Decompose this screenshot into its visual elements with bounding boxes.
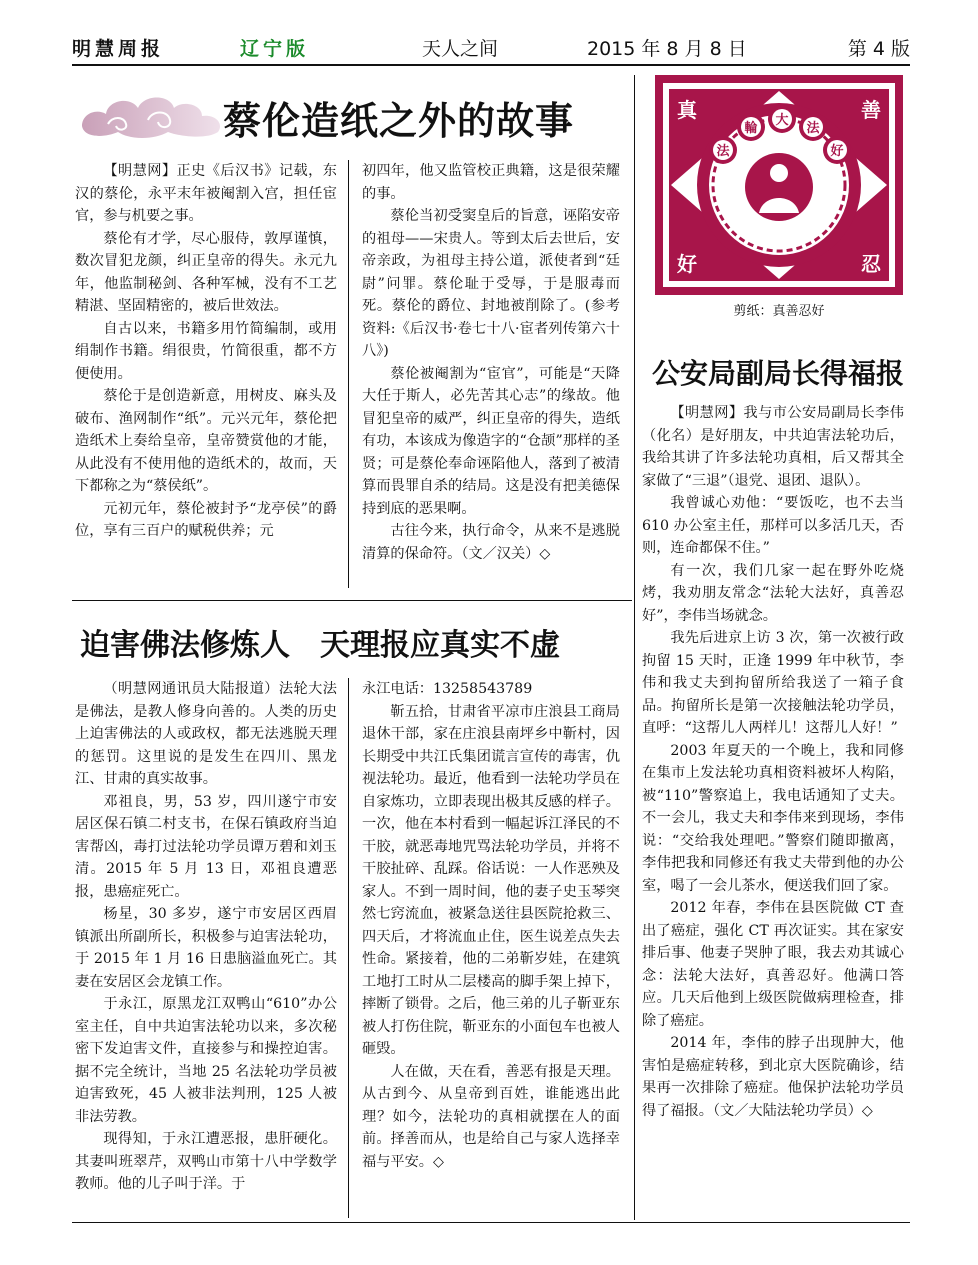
- issue-date: 2015 年 8 月 8 日: [587, 38, 747, 60]
- paragraph: 人在做，天在看，善恶有报是天理。从古到今、从皇帝到百姓，谁能逃出此理？如今，法轮功的真相就摆在人的面前。择善而从，也是给自己与家人选择幸福与平安。◇: [362, 1063, 620, 1170]
- article1-title: 蔡伦造纸之外的故事: [223, 99, 575, 143]
- paragraph: 【明慧网】我与市公安局副局长李伟（化名）是好朋友，中共迫害法轮功后，我给其讲了许多法轮功真相，后又帮其全家做了“三退”（退党、退团、退队）。: [642, 405, 904, 489]
- paragraph: 蔡伦当初受窦皇后的旨意，诬陷安帝的祖母——宋贵人。等到太后去世后，安帝亲政，为祖母主持公道，派使者到“廷尉”问罪。蔡伦耻于受辱，于是服毒而死。蔡伦的爵位、封地被削除了。(参考资料:《后汉书·卷七十八·宦者列传第六十八》): [362, 208, 620, 359]
- paragraph: 我先后进京上访 3 次，第一次被行政拘留 15 天时，正逢 1999 年中秋节，李伟和我丈夫到拘留所给我送了一箱子食品。拘留所长是第一次接触法轮功学员，直呼：“这帮儿人两样儿！这帮儿人好！”: [642, 630, 904, 736]
- section-name: 天人之间: [422, 38, 499, 60]
- paragraph: 自古以来，书籍多用竹简编制，或用绢制作书籍。绢很贵，竹简很重，都不方便使用。: [75, 320, 337, 382]
- corner-char: 好: [677, 252, 697, 276]
- paragraph: 我曾诚心劝他：“要饭吃，也不去当 610 办公室主任，那样可以多活几天，否则，连命都保不住。”: [642, 495, 904, 556]
- masthead: [72, 30, 910, 62]
- paragraph: 【明慧网】正史《后汉书》记载，东汉的蔡伦，永平末年被阉割入宫，担任宦官，参与机要之事。: [75, 163, 337, 224]
- paragraph: 蔡伦于是创造新意，用树皮、麻头及破布、渔网制作“纸”。元兴元年，蔡伦把造纸术上奏给皇帝，皇帝赞赏他的才能，从此没有不使用他的造纸术的，故而，天下都称之为“蔡侯纸”。: [75, 388, 337, 494]
- paragraph: 现得知，于永江遭恶报，患肝硬化。其妻叫班翠芹，双鸭山市第十八中学数学教师。他的儿子叫于洋。于: [75, 1131, 337, 1192]
- right-column-divider: [634, 75, 635, 1220]
- paragraph: 元初元年，蔡伦被封予“龙亭侯”的爵位，享有三百户的赋税供养；元: [75, 500, 337, 539]
- paragraph: 有一次，我们几家一起在野外吃烧烤，我劝朋友常念“法轮大法好，真善忍好”，李伟当场就念。: [642, 562, 904, 624]
- paragraph: （明慧网通讯员大陆报道）法轮大法是佛法，是教人修身向善的。人类的历史上迫害佛法的人或政权，都无法逃脱天理的惩罚。这里说的是发生在四川、黑龙江、甘肃的真实故事。: [75, 681, 337, 787]
- article3-column-1: [75, 678, 337, 1196]
- article2-title: 公安局副局长得福报: [652, 357, 905, 390]
- paragraph: 蔡伦被阉割为“宦官”，可能是“天降大任于斯人，必先苦其心志”的缘故。他冒犯皇帝的威严，纠正皇帝的得失，造纸有功，本该成为像造字的“仓颉”那样的圣贤；可是蔡伦奉命诬陷他人，落到了被清算而畏罪自杀的结局。这是没有把美德保持到底的恶果啊。: [362, 365, 620, 517]
- paragraph: 2003 年夏天的一个晚上，我和同修在集市上发法轮功真相资料被坏人构陷，被“110”警察追上，我电话通知了丈夫。不一会儿，我丈夫和李伟来到现场，李伟说：“交给我处理吧。”警察们随即撤离，李伟把我和同修还有我丈夫带到他的办公室，喝了一会儿茶水，便送我们回了家。: [642, 742, 904, 894]
- wheel-char: 輪: [744, 121, 758, 136]
- edition-name: 辽宁版: [240, 38, 310, 60]
- paragraph: 靳五拾，甘肃省平凉市庄浪县工商局退休干部，家在庄浪县南坪乡中靳村，因长期受中共江氏集团谎言宣传的毒害，仇视法轮功。最近，他看到一法轮功学员在自家炼功，立即表现出极其反感的样子。一次，他在本村看到一幅起诉江泽民的不干胶，就恶毒地咒骂法轮功学员，并将不干胶扯碎、乱踩。俗话说：一人作恶殃及家人。不到一周时间，他的妻子史玉琴突然七窍流血，被紧急送往县医院抢救三、四天后，才将流血止住，医生说差点失去性命。紧接着，他的二弟靳岁娃，在建筑工地打工时从二层楼高的脚手架上掉下，摔断了锁骨。之后，他三弟的儿子靳亚东被人打伤住院，靳亚东的小面包车也被人砸毁。: [362, 703, 620, 1057]
- paragraph: 初四年，他又监管校正典籍，这是很荣耀的事。: [362, 163, 620, 202]
- page-number: 第 4 版: [847, 38, 910, 60]
- article1-column-1: [75, 160, 337, 543]
- column-divider: [348, 678, 349, 1218]
- corner-char: 真: [677, 98, 697, 122]
- article3-column-2: [362, 678, 620, 1173]
- paragraph: 杨星，30 多岁，遂宁市安居区西眉镇派出所副所长，积极参与迫害法轮功，于 2015 年 1 月 16 日患脑溢血死亡。其妻在安居区会龙镇工作。: [75, 906, 337, 990]
- wheel-char: 好: [830, 144, 844, 159]
- wheel-char: 大: [775, 113, 789, 128]
- paragraph: 古往今来，执行命令，从来不是逃脱清算的保命符。（文／汉关）◇: [362, 523, 620, 562]
- wheel-char: 法: [716, 144, 730, 159]
- paragraph: 于永江，原黑龙江双鸭山“610”办公室主任，自中共迫害法轮功以来，多次秘密下发迫害文件，直接参与和操控迫害。据不完全统计，当地 25 名法轮功学员被迫害致死，45 人被非法判刑，125 人被非法劳教。: [75, 996, 337, 1125]
- column-divider: [348, 160, 349, 588]
- corner-char: 忍: [861, 252, 881, 276]
- footer-rule: [72, 1222, 910, 1223]
- cloud-ornament-icon: [78, 86, 228, 146]
- paragraph: 2012 年春，李伟在县医院做 CT 查出了癌症，强化 CT 再次证实。其在家安排后事、他妻子哭肿了眼，我去劝其诚心念：法轮大法好，真善忍好。他满口答应。几天后他到上级医院做病理检查，排除了癌症。: [642, 900, 904, 1029]
- paragraph: 邓祖良，男，53 岁，四川遂宁市安居区保石镇二村支书，在保石镇政府当迫害帮凶，毒打过法轮功学员谭万碧和刘玉清。2015 年 5 月 13 日，邓祖良遭恶报，患癌症死亡。: [75, 793, 337, 900]
- article1-column-2: [362, 160, 620, 565]
- corner-char: 善: [861, 98, 881, 122]
- wheel-char: 法: [806, 121, 820, 136]
- section-rule: [72, 600, 632, 601]
- article3-title: 迫害佛法修炼人 天理报应真实不虚: [80, 628, 560, 663]
- masthead-rule: [72, 64, 910, 66]
- papercut-image: [655, 75, 903, 295]
- paper-name: 明慧周报: [72, 38, 165, 60]
- phone-line: 永江电话：13258543789: [362, 681, 533, 697]
- papercut-caption: 剪纸：真善忍好: [733, 304, 825, 319]
- paragraph: 2014 年，李伟的脖子出现肿大，他害怕是癌症转移，到北京大医院确诊，结果再一次排除了癌症。他保护法轮功学员得了福报。（文／大陆法轮功学员）◇: [642, 1035, 904, 1119]
- article1-header: [78, 86, 628, 146]
- article2-column: [642, 402, 904, 1122]
- paragraph: 蔡伦有才学，尽心服侍，敦厚谨慎，数次冒犯龙颜，纠正皇帝的得失。永元九年，他监制秘剑、各种军械，没有不工艺精湛、坚固精密的，被后世效法。: [75, 230, 337, 314]
